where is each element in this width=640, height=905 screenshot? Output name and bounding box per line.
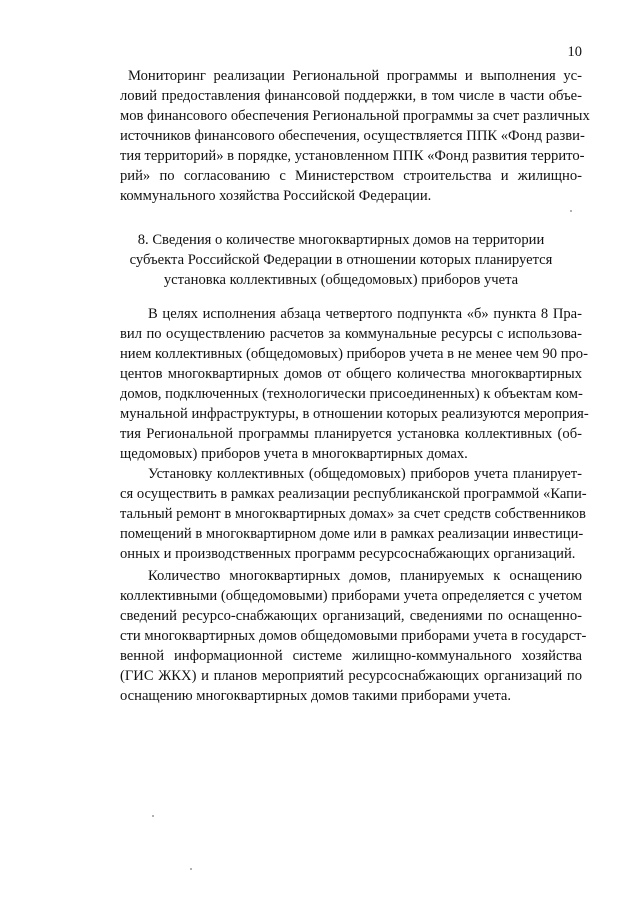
- scan-speck: [190, 868, 192, 870]
- heading-line: установка коллективных (общедомовых) приборов учета: [163, 272, 519, 288]
- text-line: центов многоквартирных домов от общего количества многоквартирных: [120, 366, 582, 382]
- text-line: ловий предоставления финансовой поддержки, в том числе в части объе-: [120, 88, 582, 104]
- text-line: сти многоквартирных домов общедомовыми приборами учета в государст-: [120, 628, 587, 644]
- text-line: тальный ремонт в многоквартирных домах» за счет средств собственников: [120, 506, 586, 522]
- text-line: В целях исполнения абзаца четвертого подпункта «б» пункта 8 Пра-: [148, 306, 582, 322]
- page-number: 10: [567, 44, 582, 60]
- text-line: нием коллективных (общедомовых) приборов учета в не менее чем 90 про-: [120, 346, 588, 362]
- text-line: Количество многоквартирных домов, планируемых к оснащению: [148, 568, 582, 584]
- text-line: источников финансового обеспечения, осуществляется ППК «Фонд разви-: [120, 128, 585, 144]
- text-line: Мониторинг реализации Региональной программы и выполнения ус-: [128, 68, 582, 84]
- text-line: тия Региональной программы планируется установка коллективных (об-: [120, 426, 582, 442]
- text-line: мов финансового обеспечения Региональной программы за счет различных: [120, 108, 590, 124]
- text-line: помещений в многоквартирном доме или в рамках реализации инвестици-: [120, 526, 584, 542]
- text-line: оснащению многоквартирных домов такими приборами учета.: [120, 688, 512, 704]
- text-line: домов, подключенных (технологически присоединенных) к объектам ком-: [120, 386, 583, 402]
- text-line: коммунального хозяйства Российской Федерации.: [120, 188, 432, 204]
- text-line: щедомовых) приборов учета в многоквартирных домах.: [120, 446, 468, 462]
- scan-speck: [152, 815, 154, 817]
- text-line: мунальной инфраструктуры, в отношении которых реализуются мероприя-: [120, 406, 589, 422]
- heading-line: 8. Сведения о количестве многоквартирных домов на территории: [137, 232, 545, 248]
- text-line: онных и производственных программ ресурсоснабжающих организаций.: [120, 546, 576, 562]
- scan-speck: [570, 210, 572, 212]
- text-line: ся осуществить в рамках реализации республиканской программой «Капи-: [120, 486, 587, 502]
- heading-line: субъекта Российской Федерации в отношении которых планируется: [129, 252, 553, 268]
- text-line: рий» по согласованию с Министерством строительства и жилищно-: [120, 168, 582, 184]
- text-line: венной информационной системе жилищно-коммунального хозяйства: [120, 648, 582, 664]
- text-line: вил по осуществлению расчетов за коммунальные ресурсы с использова-: [120, 326, 582, 342]
- text-line: коллективными (общедомовыми) приборами учета определяется с учетом: [120, 588, 582, 604]
- text-line: (ГИС ЖКХ) и планов мероприятий ресурсоснабжающих организаций по: [120, 668, 582, 684]
- text-line: сведений ресурсо-снабжающих организаций, сведениями по оснащенно-: [120, 608, 582, 624]
- text-line: тия территорий» в порядке, установленном ППК «Фонд развития террито-: [120, 148, 585, 164]
- text-line: Установку коллективных (общедомовых) приборов учета планирует-: [148, 466, 582, 482]
